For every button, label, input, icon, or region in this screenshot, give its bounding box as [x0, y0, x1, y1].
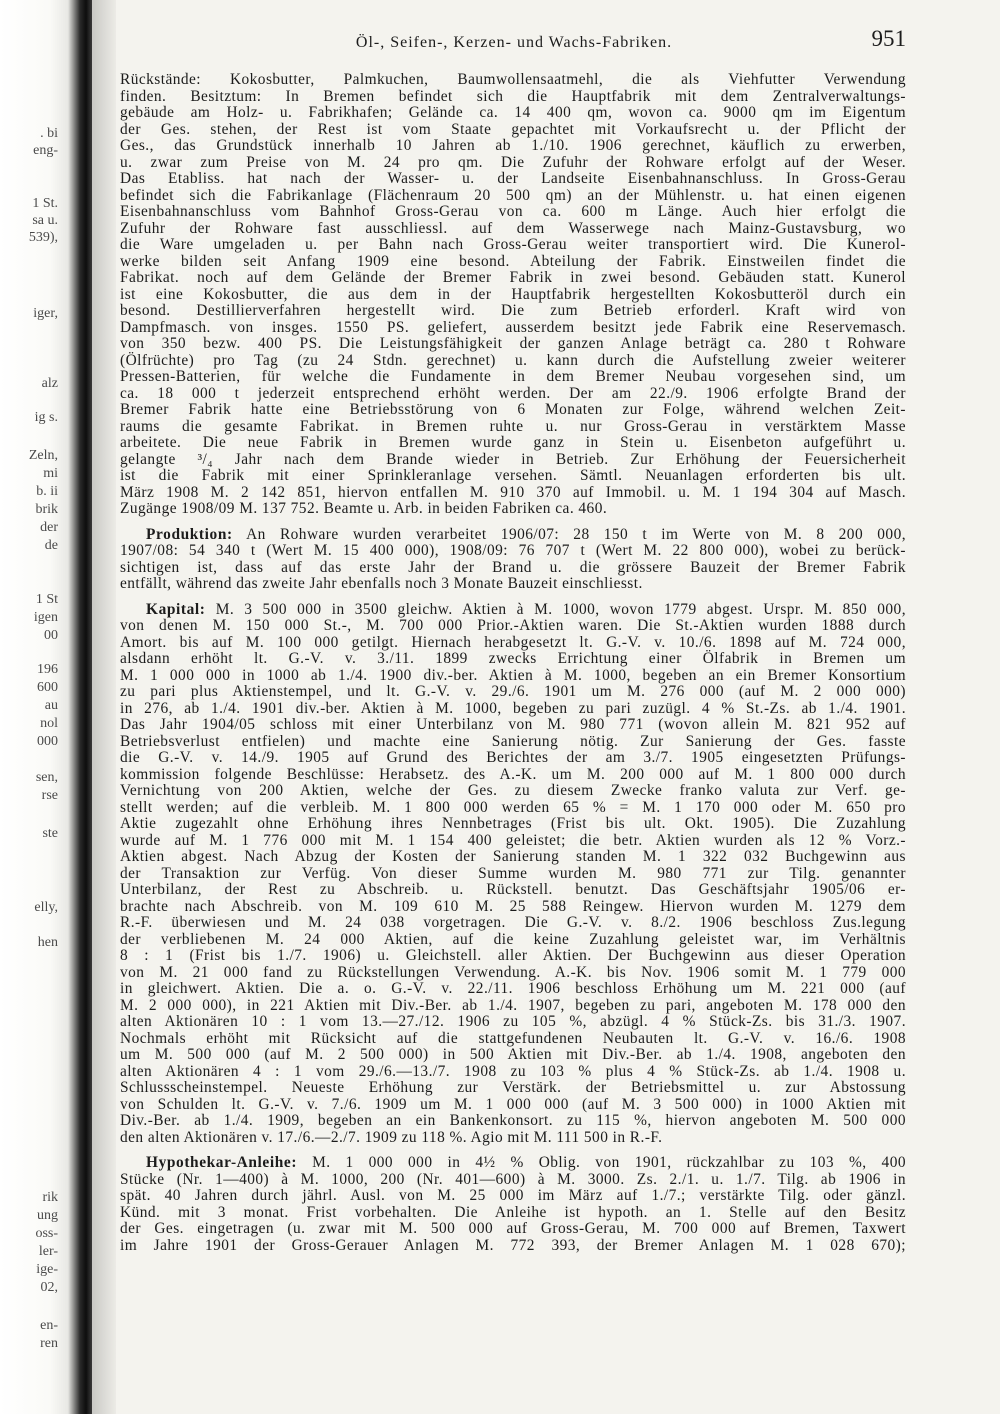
text-line: Unterbilanz, der Rest zu Abschreib. u. Rückstell. benutzt. Das Geschäftsjahr 1905/06 er-	[120, 881, 906, 898]
text-line: u. zwar zum Preise von M. 24 pro qm. Die Zufuhr der Rohware erfolgt auf der Weser.	[120, 153, 906, 171]
text-line: besond. Destillierverfahren hergestellt wird. Die zum Betrieb erforderl. Kraft wird von	[120, 302, 906, 319]
margin-fragment: elly,	[34, 900, 58, 915]
text-line: Dampfmasch. von insges. 1550 PS. geliefert, ausserdem besitzt jede Fabrik eine Reservemasch.	[120, 318, 906, 336]
text-line: finden. Besitztum: In Bremen befindet sich die Hauptfabrik mit dem Zentralverwaltungs-	[120, 87, 906, 105]
text-line: Bremer Fabrik hatte eine Betriebsstörung von 6 Monaten zur Folge, während welchen Zeit-	[120, 401, 906, 418]
margin-fragment: sa u.	[32, 213, 58, 228]
text-line: gebäude am Holz- u. Fabrikhafen; Gelände ca. 14 400 qm, wovon ca. 9000 qm im Eigentum	[120, 104, 906, 121]
text-line: alten Aktionären 4 : 1 vom 29./6.—13./7. 1908 zu 103 % plus 4 % Stück-Zs. ab 1./4. 1908 u.	[120, 1062, 906, 1080]
margin-fragment: iger,	[33, 306, 58, 321]
margin-fragment: alz	[41, 376, 58, 391]
margin-fragment: Zeln,	[28, 448, 58, 463]
text-line: den alten Aktionären v. 17./6.—2./7. 1909 zu 118 %. Agio mit M. 111 500 in R.-F.	[120, 1128, 663, 1146]
margin-fragment: 1 St.	[32, 196, 58, 211]
text-line: spät. 40 Jahren durch jährl. Ausl. von M. 25 000 im März auf 1./7.; verstärkte Tilg. oder gänzl.	[120, 1187, 906, 1204]
text-line: in gleichwert. Aktien. Die a. o. G.-V. v. 22./11. 1906 beschloss Erhöhung um M. 221 000 (auf	[120, 980, 906, 997]
text-line: im Jahre 1901 der Gross-Gerauer Anlagen M. 772 393, der Bremer Anlagen M. 1 028 670);	[120, 1236, 906, 1254]
section-kapital	[120, 602, 906, 1147]
text-line: brachte nach Abschreib. von M. 109 610 M. 25 588 Reingew. Hiervon wurden M. 1279 dem	[120, 897, 906, 915]
text-line: gelangte ³/₄ Jahr nach dem Brande wieder in Betrieb. Zur Erhöhung der Feuersicherheit	[120, 450, 906, 468]
text-line: entfällt, während das zweite Jahr ebenfalls noch 3 Monate Bauzeit einschliesst.	[120, 575, 643, 592]
section-rueckstaende-besitztum	[120, 72, 906, 518]
text-line: (Ölfrüchte) pro Tag (zu 24 Stdn. gerechnet) u. kann durch die Aufstellung zweier weiterer	[120, 351, 906, 369]
section-produktion	[120, 527, 906, 593]
text-line: Schlussscheinstempel. Neueste Erhöhung zur Verstärk. der Betriebsmittel u. zur Abstossung	[120, 1079, 906, 1096]
margin-fragment: eng-	[33, 143, 58, 158]
text-line: der verbliebenen M. 24 000 Aktien, auf die keine Zuzahlung geleistet war, im Verhältnis	[120, 930, 906, 948]
text-line: Betriebsverlust entfielen) und machte eine Sanierung nötig. Zur Sanierung der Ges. fasste	[120, 732, 906, 750]
text-line: Aktie zugezahlt ohne Erhöhung ihres Nennbetrages (Frist bis ult. Okt. 1905). Die Zuzahlung	[120, 815, 906, 832]
text-line: Künd. mit 3 monat. Frist vorbehalten. Die Anleihe ist hypoth. an 1. Stelle auf den Besitz	[120, 1203, 906, 1221]
text-line: Das Jahr 1904/05 schloss mit einer Unterbilanz von M. 980 771 (wovon allein M. 821 952 auf	[120, 716, 906, 733]
text-line: in 276, ab 1./4. 1901 div.-ber. Aktien à M. 1000, begeben zu pari zuzügl. 4 % St.-Zs. ab 1./4. 1901.	[120, 699, 906, 717]
margin-fragment: brik	[35, 502, 58, 517]
text-line: Aktien abgest. Nach Abzug der Kosten der Sanierung standen M. 1 322 032 Buchgewinn aus	[120, 848, 906, 865]
text-line: Zufuhr der Rohware fast ausschliessl. auf dem Wasserwege nach Mainz-Gustavsburg, wo	[120, 219, 906, 237]
margin-fragment: rik	[42, 1190, 58, 1205]
text-line: 1907/08: 54 340 t (Wert M. 15 400 000), 1908/09: 76 707 t (Wert M. 22 800 000), wobei zu berück-	[120, 542, 906, 559]
margin-fragment: 196	[37, 662, 58, 677]
margin-fragment: hen	[37, 935, 58, 950]
text-line: der Transaktion zur Verfüg. Von dieser Summe wurden M. 980 771 zur Tilg. genannter	[120, 864, 906, 882]
running-header: Öl-, Seifen-, Kerzen- und Wachs-Fabriken.	[355, 34, 673, 51]
section-first-line: Hypothekar-Anleihe: M. 1 000 000 in 4½ % Oblig. von 1901, rückzahlbar zu 103 %, 400	[146, 1154, 906, 1171]
text-line: von Schulden lt. G.-V. v. 7./6. 1909 um M. 1 000 000 (auf M. 3 500 000) in 1000 Aktien mit	[120, 1095, 906, 1113]
text-line: von M. 21 000 fand zu Rückstellungen Verwendung. A.-K. bis Nov. 1906 somit M. 1 779 000	[120, 963, 906, 981]
section-label: Produktion:	[146, 525, 233, 543]
margin-fragment: au	[44, 698, 58, 713]
text-line: Stücke (Nr. 1—400) à M. 1000, 200 (Nr. 401—600) à M. 3000. Zs. 2./1. u. 1./7. Tilg. ab 1906 in	[120, 1170, 906, 1188]
margin-fragment: ler-	[38, 1244, 58, 1259]
text-line: Ges., das Grundstück innerhalb 10 Jahren ab 1./10. 1906 gerechnet, käuflich zu erwerben,	[120, 137, 906, 154]
margin-fragment: 1 St	[35, 592, 58, 607]
text-line: Amort. bis auf M. 100 000 getilgt. Hiernach herabgesetzt lt. G.-V. v. 10./6. 1898 auf M. 724 000,	[120, 633, 906, 651]
page-gutter	[92, 0, 116, 1414]
text-line: ist die Fabrik mit einer Sprinkleranlage versehen. Sämtl. Neuanlagen erforderten bis ult.	[120, 467, 906, 484]
text-line: zu pari plus Aktienstempel, und lt. G.-V. v. 29./6. 1901 um M. 276 000 (auf M. 2 000 000)	[120, 683, 906, 700]
text-line: Div.-Ber. ab 1./4. 1909, begeben an ein Bankenkonsort. zu 115 %, hiervon angeboten M. 500 000	[120, 1112, 906, 1129]
margin-fragment: de	[44, 538, 58, 553]
text-line: M. 2 000 000), in 221 Aktien mit Div.-Ber. ab 1./4. 1907, begeben zu pari, angeboten M. 178 000 den	[120, 996, 906, 1014]
margin-fragment: rse	[41, 788, 58, 803]
margin-fragment: der	[40, 520, 58, 535]
text-line: werke bilden seit Anfang 1909 eine besond. Abteilung der Fabrik. Einstweilen findet die	[120, 252, 906, 270]
margin-fragment: en-	[40, 1318, 58, 1333]
margin-fragment: sen,	[35, 770, 58, 785]
page-body	[120, 72, 906, 1254]
text-line: ca. 18 000 t jederzeit entsprechend erhöht werden. Der am 22./9. 1906 erfolgte Brand der	[120, 384, 906, 402]
text-line: alten Aktionären 10 : 1 vom 13.—27./12. 1906 zu 105 %, abzügl. 4 % Stück-Zs. bis 31./3. 1907.	[120, 1013, 906, 1030]
margin-fragment: 02,	[40, 1280, 58, 1295]
text-line: der Ges. eingetragen (u. zwar mit M. 500 000 auf Gross-Gerau, M. 700 000 auf Bremen, Taxwert	[120, 1220, 906, 1237]
margin-fragment: mi	[43, 466, 58, 481]
margin-fragment: ste	[42, 826, 58, 841]
section-hypothekar-anleihe	[120, 1155, 906, 1254]
text-line: M. 1 000 000 in 1000 ab 1./4. 1900 div.-ber. Aktien à M. 1000, begeben an ein Bremer Konsortium	[120, 666, 906, 684]
text-line: Fabrikat. noch auf dem Gelände der Bremer Fabrik in zwei besond. Gebäuden statt. Kunerol	[120, 269, 906, 286]
facing-page-bleed	[0, 0, 66, 1414]
section-label: Hypothekar-Anleihe:	[146, 1154, 298, 1171]
margin-fragment: 000	[37, 734, 58, 749]
margin-fragment: 00	[44, 628, 58, 643]
margin-fragment: ung	[37, 1208, 58, 1223]
text-line: die Ware umgeladen u. per Bahn nach Gross-Gerau weiter transportiert wird. Die Kunerol-	[120, 236, 906, 253]
text-line: alsdann erhöht lt. G.-V. v. 3./11. 1899 zwecks Errichtung einer Ölfabrik in Bremen um	[120, 650, 906, 667]
text-line: um M. 500 000 (auf M. 2 500 000) in 500 Aktien mit Div.-Ber. ab 1./4. 1908, angeboten den	[120, 1046, 906, 1063]
section-first-line: Produktion: An Rohware wurden verarbeitet 1906/07: 28 150 t im Werte von M. 8 200 000,	[146, 525, 907, 543]
margin-fragment: oss-	[35, 1226, 58, 1241]
margin-fragment: igen	[33, 610, 58, 625]
text-line: von denen M. 150 000 St.-, M. 700 000 Prior.-Aktien waren. Die St.-Aktien wurden 1888 durch	[120, 617, 906, 634]
text-line: kommission folgende Beschlüsse: Herabsetz. des A.-K. um M. 200 000 auf M. 1 800 000 durch	[120, 765, 906, 783]
text-line: befindet sich die Fabrikanlage (Flächenraum 20 500 qm) an der Mühlenstr. u. hat einen eigenen	[120, 186, 906, 204]
margin-fragment: ige-	[36, 1262, 58, 1277]
text-line: Zugänge 1908/09 M. 137 752. Beamte u. Arb. in beiden Fabriken ca. 460.	[120, 500, 608, 517]
page-number: 951	[871, 26, 906, 51]
text-line: von 350 bezw. 400 PS. Die Leistungsfähigkeit der ganzen Anlage beträgt ca. 280 t Rohware	[120, 335, 906, 352]
text-line: Pressen-Batterien, für welche die Fundamente in dem Bremer Neubau vorgesehen sind, um	[120, 368, 906, 385]
text-line: sichtigen ist, dass auf das erste Jahr der Brand u. die grössere Bauzeit der Bremer Fabrik	[120, 558, 906, 576]
margin-fragment: nol	[40, 716, 58, 731]
section-label: Kapital:	[146, 600, 206, 618]
margin-fragment: b. ii	[36, 484, 58, 499]
text-line: Eisenbahnanschluss vom Bahnhof Gross-Gerau von ca. 600 m Länge. Auch hier erfolgt die	[120, 203, 906, 220]
text-line: raums die gesamte Fabrikat. in Bremen ruhte u. nur Gross-Gerau in verstärktem Masse	[120, 417, 906, 435]
text-line: wurde auf M. 1 776 000 mit M. 1 154 400 geleistet; die betr. Aktien wurden als 12 % Vorz.-	[120, 831, 906, 849]
text-line: der Ges. stehen, der Rest ist vom Staate gepachtet mit Vorkaufsrecht u. der Pflicht der	[120, 120, 906, 138]
margin-fragment: ig s.	[34, 410, 58, 425]
margin-fragment: 600	[37, 680, 58, 695]
text-line: R.-F. überwiesen und M. 24 038 vorgetragen. Die G.-V. v. 8./2. 1906 beschloss Zus.legung	[120, 914, 906, 931]
text-line: Das Etabliss. hat nach der Wasser- u. der Landseite Eisenbahnanschluss. In Gross-Gerau	[120, 170, 906, 187]
margin-fragment: ren	[40, 1336, 58, 1351]
text-line: Rückstände: Kokosbutter, Palmkuchen, Baumwollensaatmehl, die als Viehfutter Verwendung	[120, 71, 906, 88]
margin-fragment: . bi	[40, 126, 58, 141]
text-line: Vernichtung von 200 Aktien, welche der Ges. zu diesem Zwecke franko valuta zur Verf. ge-	[120, 782, 906, 799]
margin-fragment: 539),	[28, 230, 58, 245]
section-first-line: Kapital: M. 3 500 000 in 3500 gleichw. Aktien à M. 1000, wovon 1779 abgest. Urspr. M. 850 000,	[146, 600, 906, 618]
text-line: arbeitete. Die neue Fabrik in Bremen wurde ganz in Stein u. Eisenbeton aufgeführt u.	[120, 434, 906, 451]
text-line: Nochmals erhöht mit Rücksicht auf die stattgefundenen Neubauten lt. G.-V. v. 16./6. 1908	[120, 1029, 906, 1047]
text-line: ist eine Kokosbutter, die aus dem in der Hauptfabrik hergestellten Kokosbutteröl durch ein	[120, 285, 906, 303]
text-line: die G.-V. v. 14./9. 1905 auf Grund des Berichtes der am 3./7. 1905 eingesetzten Prüfungs-	[120, 749, 906, 766]
text-line: 8 : 1 (Frist bis 1./7. 1906) u. Gleichstell. aller Aktien. Der Buchgewinn aus dieser Operation	[120, 947, 906, 964]
text-line: März 1908 M. 2 142 851, hiervon entfallen M. 910 370 auf Immobil. u. M. 1 194 304 auf Masch.	[120, 483, 906, 501]
text-line: stellt werden; auf die verbleib. M. 1 800 000 werden 65 % = M. 1 170 000 oder M. 650 pro	[120, 798, 906, 816]
